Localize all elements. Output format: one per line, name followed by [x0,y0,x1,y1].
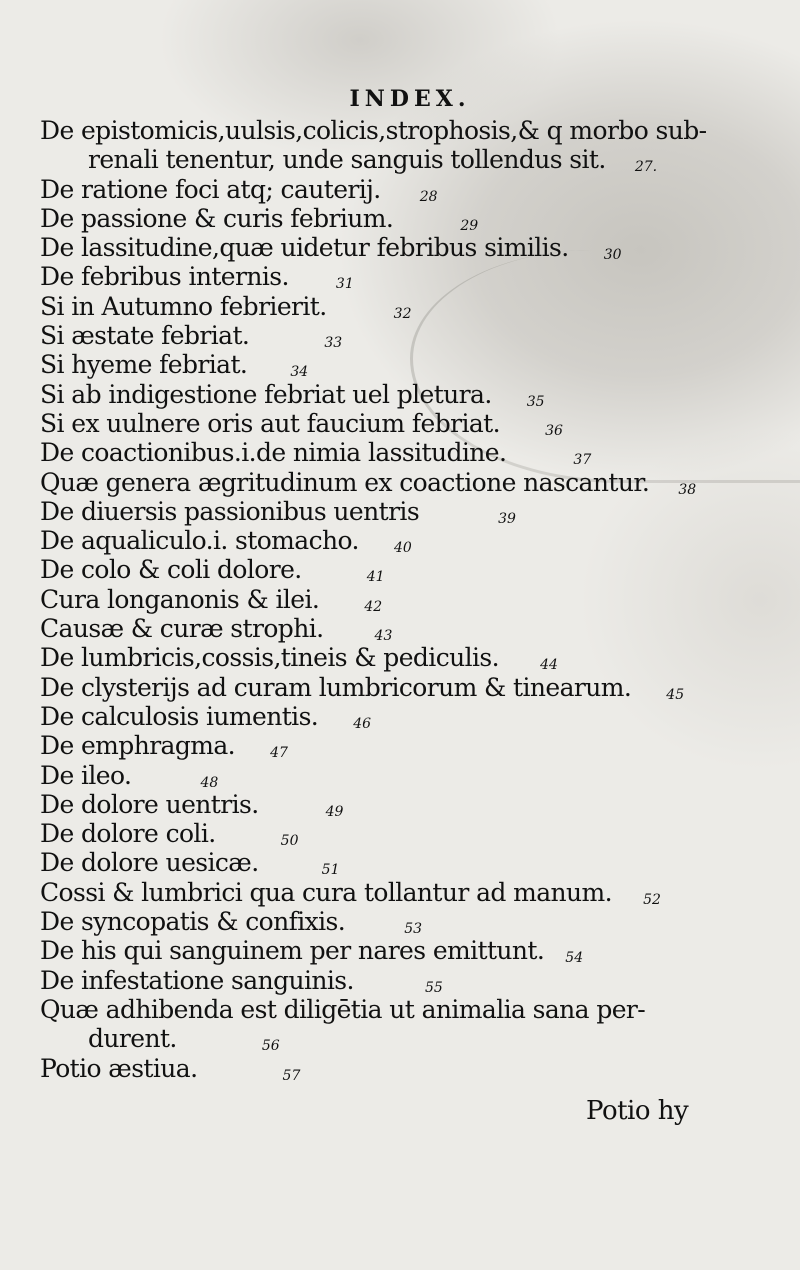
entry-page-number: 35 [526,393,545,410]
entry-page-number: 45 [666,686,685,703]
index-entry [40,350,740,379]
entry-title: Si hyeme febriat. [40,350,248,380]
entry-title: De diuersis passionibus uentris [40,496,420,526]
index-entry [40,614,740,643]
entry-title: Si in Autumno febrierit. [40,291,327,321]
index-entry [40,409,740,438]
entry-title: De infestatione sanguinis. [40,965,354,995]
entry-title: De clysterijs ad curam lumbricorum & tinearum. [40,672,632,702]
entry-page-number: 46 [353,715,372,732]
entry-page-number: 53 [404,921,423,938]
entry-page-number: 31 [335,276,354,293]
entry-title: De colo & coli dolore. [40,555,302,585]
index-entry [40,761,740,790]
entry-title: De calculosis iumentis. [40,701,319,731]
entry-page-number: 27. [634,159,658,176]
index-entry [40,555,740,584]
entry-page-number: 29 [460,217,479,234]
entry-title: De febribus internis. [40,262,289,292]
index-entry [40,848,740,877]
index-entry [40,262,740,291]
entry-page-number: 28 [419,188,438,205]
index-entry [40,702,740,731]
index-entry [40,936,740,965]
entry-title: renali tenentur, unde sanguis tollendus sit. [88,145,606,175]
entry-page-number: 33 [324,335,343,352]
entry-title: De dolore uentris. [40,789,259,819]
entry-title: Cossi & lumbrici qua cura tollantur ad manum. [40,877,612,907]
index-entry [40,878,740,907]
entry-page-number: 43 [374,628,393,645]
index-entry [40,731,740,760]
entry-page-number: 54 [565,950,584,967]
index-entry [40,907,740,936]
index-entry [40,116,740,145]
index-entry [40,233,740,262]
index-entry [40,526,740,555]
entry-page-number: 56 [261,1038,280,1055]
entry-page-number: 48 [200,774,219,791]
index-heading: INDEX. [349,86,471,112]
entry-title: Potio æstiua. [40,1053,198,1083]
entry-title: Si æstate febriat. [40,321,250,351]
index-entries [40,116,740,1083]
index-entry [40,438,740,467]
entry-page-number: 30 [603,247,622,264]
entry-page-number: 32 [393,305,412,322]
entry-page-number: 42 [364,598,383,615]
entry-title: De ratione foci atq; cauterij. [40,174,381,204]
entry-title: De ileo. [40,760,132,790]
entry-title: De dolore uesicæ. [40,848,259,878]
entry-title: De epistomicis,uulsis,colicis,strophosis,& q morbo sub- [40,116,707,145]
entry-page-number: 38 [678,481,697,498]
entry-title: Si ex uulnere oris aut faucium febriat. [40,408,500,438]
entry-page-number: 37 [573,452,592,469]
entry-title: De coactionibus.i.de nimia lassitudine. [40,438,507,468]
index-entry [40,1054,740,1083]
entry-title: De lumbricis,cossis,tineis & pediculis. [40,643,499,673]
catchword: Potio hy [586,1096,689,1126]
entry-page-number: 57 [282,1067,301,1084]
index-entry [40,995,740,1024]
index-entry [40,380,740,409]
entry-title: Si ab indigestione febriat uel pletura. [40,379,492,409]
entry-title: Cura longanonis & ilei. [40,584,320,614]
entry-page-number: 49 [325,803,344,820]
entry-page-number: 34 [290,364,309,381]
entry-page-number: 39 [498,510,516,527]
entry-title: durent. [88,1024,177,1054]
entry-title: Quæ genera ægritudinum ex coactione nascantur. [40,467,650,497]
entry-title: De passione & curis febrium. [40,203,394,233]
entry-page-number: 55 [424,979,443,996]
index-entry [40,468,740,497]
entry-page-number: 40 [393,540,412,557]
index-entry [40,321,740,350]
index-entry [40,175,740,204]
index-entry [40,585,740,614]
entry-title: De dolore coli. [40,819,216,849]
entry-title: De aqualiculo.i. stomacho. [40,526,359,556]
entry-page-number: 44 [540,657,558,674]
entry-page-number: 36 [545,422,563,439]
entry-title: Quæ adhibenda est diligētia ut animalia sana per- [40,994,646,1024]
index-entry [40,966,740,995]
index-entry [40,292,740,321]
entry-page-number: 50 [280,833,299,850]
index-entry [40,204,740,233]
entry-title: De his qui sanguinem per nares emittunt. [40,936,545,966]
index-entry [40,1024,740,1053]
entry-title: De syncopatis & confixis. [40,907,346,937]
entry-title: De lassitudine,quæ uidetur febribus similis. [40,233,569,263]
index-entry [40,643,740,672]
index-entry [40,145,740,174]
index-entry [40,673,740,702]
entry-page-number: 52 [643,891,661,908]
index-entry [40,790,740,819]
index-entry [40,497,740,526]
entry-page-number: 51 [321,862,340,879]
entry-page-number: 41 [366,569,385,586]
index-entry [40,819,740,848]
entry-page-number: 47 [270,745,288,762]
entry-title: De emphragma. [40,731,236,761]
entry-title: Causæ & curæ strophi. [40,614,324,644]
